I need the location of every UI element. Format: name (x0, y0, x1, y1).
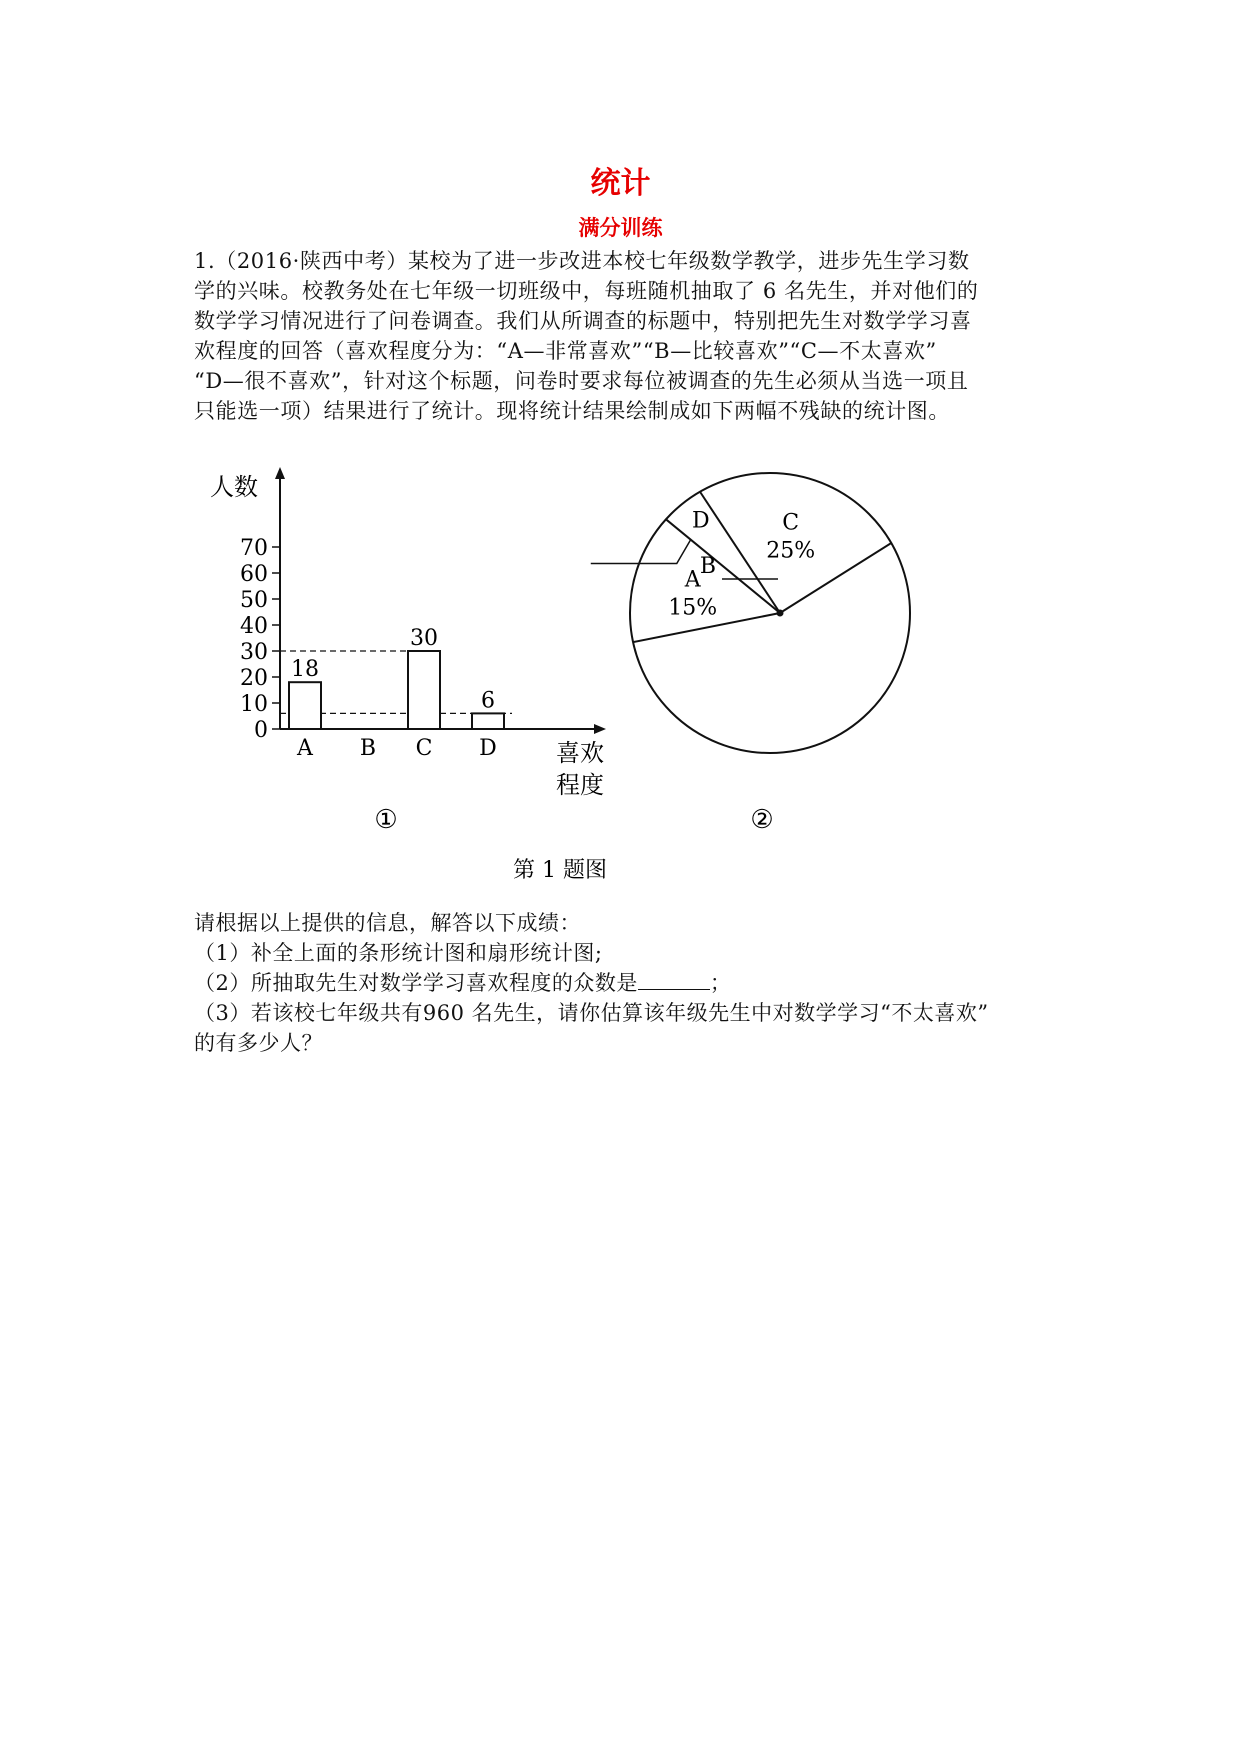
figure-1 (190, 465, 1070, 905)
question-2 (194, 968, 1094, 998)
figure-label-2: ② (750, 805, 774, 835)
y-tick-label: 20 (240, 666, 268, 691)
question-2-text: （2）所抽取先生对数学学习喜欢程度的众数是 (194, 971, 638, 995)
x-tick-label: D (479, 736, 497, 761)
figure-caption: 第 1 题图 (513, 858, 607, 883)
document-subtitle: 满分训练 (578, 215, 663, 240)
pie-chart (591, 473, 910, 835)
pie-center-dot (777, 610, 784, 617)
y-tick-label: 60 (240, 562, 268, 587)
problem-line: 只能选一项）结果进行了统计。现将统计结果绘制成如下两幅不残缺的统计图。 (194, 399, 950, 423)
y-tick-label: 0 (254, 718, 268, 743)
bar-data-label: 18 (291, 657, 319, 683)
problem-statement (194, 246, 1064, 426)
question-3-line1: （3）若该校七年级共有960 名先生，请你估算该年级先生中对数学学习“不太喜欢” (194, 1001, 989, 1025)
problem-line: 欢程度的回答（喜欢程度分为：“A—非常喜欢”“B—比较喜欢”“C—不太喜欢” (194, 339, 937, 363)
figure-svg (190, 465, 1070, 905)
problem-line: 1.（2016·陕西中考）某校为了进一步改进本校七年级数学教学，进步先生学习数 (194, 249, 970, 273)
y-tick-label: 40 (240, 614, 268, 639)
bar-C (408, 651, 440, 729)
x-tick-label: A (297, 736, 313, 761)
bar-D (472, 713, 504, 729)
questions (194, 908, 1094, 1058)
problem-line: “D—很不喜欢”，针对这个标题，问卷时要求每位被调查的先生必须从当选一项且 (194, 369, 969, 393)
y-axis-arrow (275, 467, 285, 479)
pie-percent-C: 25% (766, 538, 816, 564)
question-1: （1）补全上面的条形统计图和扇形统计图; (194, 941, 603, 965)
bar-A (289, 682, 321, 729)
bar-data-label: 6 (481, 688, 495, 714)
figure-label-1: ① (374, 805, 398, 835)
x-axis-label-line2: 程度 (556, 771, 604, 799)
problem-line: 学的兴味。校教务处在七年级一切班级中，每班随机抽取了 6 名先生，并对他们的 (194, 279, 979, 303)
pie-layer (591, 473, 910, 753)
question-2-suffix: ； (709, 971, 732, 995)
question-3-line2: 的有多少人？ (194, 1031, 323, 1055)
y-tick-label: 10 (240, 692, 268, 717)
x-axis-arrow (594, 724, 606, 734)
x-axis-label-line1: 喜欢 (556, 739, 604, 767)
x-tick-label: B (359, 736, 377, 761)
pie-label-D: D (691, 508, 710, 534)
y-axis-label: 人数 (210, 473, 258, 501)
pie-label-A: A (684, 567, 701, 593)
bar-data-label: 30 (410, 626, 438, 651)
pie-percent-A: 15% (668, 595, 718, 621)
y-tick-label: 30 (240, 640, 268, 665)
questions-intro: 请根据以上提供的信息，解答以下成绩： (194, 911, 581, 935)
document-title: 统计 (590, 166, 651, 201)
pie-label-B: B (699, 554, 717, 579)
answer-blank[interactable] (638, 989, 710, 990)
y-tick-label: 50 (240, 588, 268, 613)
x-tick-label: C (415, 736, 433, 761)
problem-line: 数学学习情况进行了问卷调查。我们从所调查的标题中，特别把先生对数学学习喜 (194, 309, 972, 333)
bar-chart (210, 467, 606, 835)
y-tick-label: 70 (240, 536, 268, 561)
pie-label-C: C (782, 510, 800, 536)
